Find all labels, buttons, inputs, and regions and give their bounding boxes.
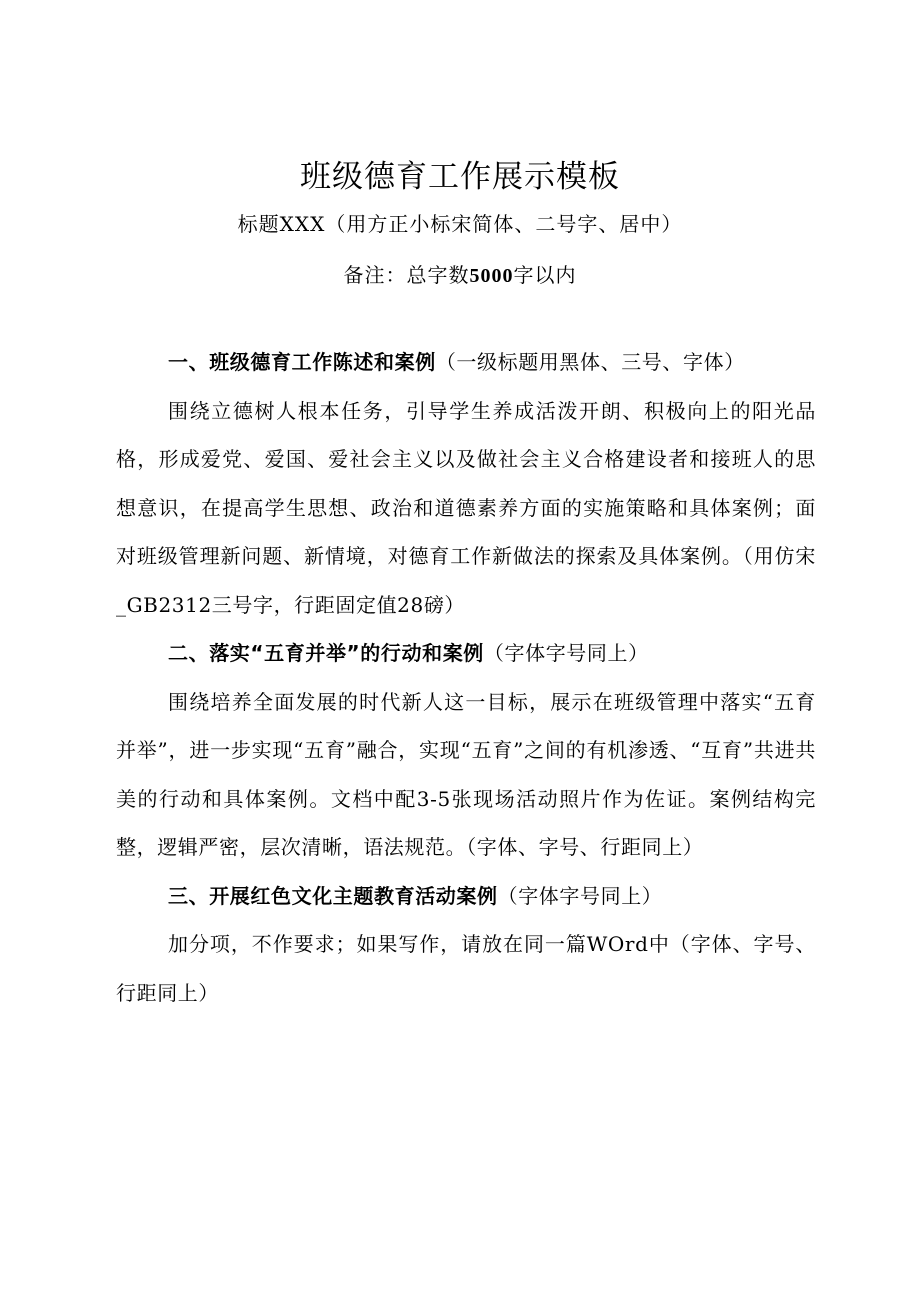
section-2-body: 围绕培养全面发展的时代新人这一目标，展示在班级管理中落实“五育并举”，进一步实现“五育”融合，实现“五育”之间的有机渗透、“互育”共进共美的行动和具体案例。文档中配3-5张现场活动照片作为佐证。案例结构完整，逻辑严密，层次清晰，语法规范。（字体、字号、行距同上） (116, 689, 816, 859)
section-1-body: 围绕立德树人根本任务，引导学生养成活泼开朗、积极向上的阳光品格，形成爱党、爱国、爱社会主义以及做社会主义合格建设者和接班人的思想意识，在提高学生思想、政治和道德素养方面的实施策略和具体案例；面对班级管理新问题、新情境，对德育工作新做法的探索及具体案例。（用仿宋_GB2312三号字，行距固定值28磅） (116, 398, 816, 617)
note-prefix: 备注：总字数 (343, 263, 470, 287)
section-1-heading-text: 一、班级德育工作陈述和案例 (168, 350, 436, 374)
section-1-heading-note: （一级标题用黑体、三号、字体） (435, 350, 745, 374)
section-3-body: 加分项，不作要求；如果写作，请放在同一篇WOrd中（字体、字号、行距同上） (116, 932, 816, 1005)
section-2-heading (116, 629, 816, 678)
document-title: 班级德育工作展示模板 (300, 159, 620, 195)
document-body (116, 338, 816, 1017)
section-3-heading (116, 872, 816, 921)
note-number: 5000 (469, 265, 514, 287)
section-1-heading (116, 338, 816, 387)
section-2-heading-text: 二、落实“五育并举”的行动和案例 (168, 641, 484, 665)
note-suffix: 字以内 (513, 263, 577, 287)
section-2-heading-note: （字体字号同上） (483, 641, 649, 665)
document-subtitle: 标题XXX（用方正小标宋简体、二号字、居中） (237, 212, 683, 236)
section-3-heading-text: 三、开展红色文化主题教育活动案例 (168, 883, 498, 908)
section-3-heading-note: （字体字号同上） (497, 883, 663, 908)
word-count-note (0, 257, 920, 294)
